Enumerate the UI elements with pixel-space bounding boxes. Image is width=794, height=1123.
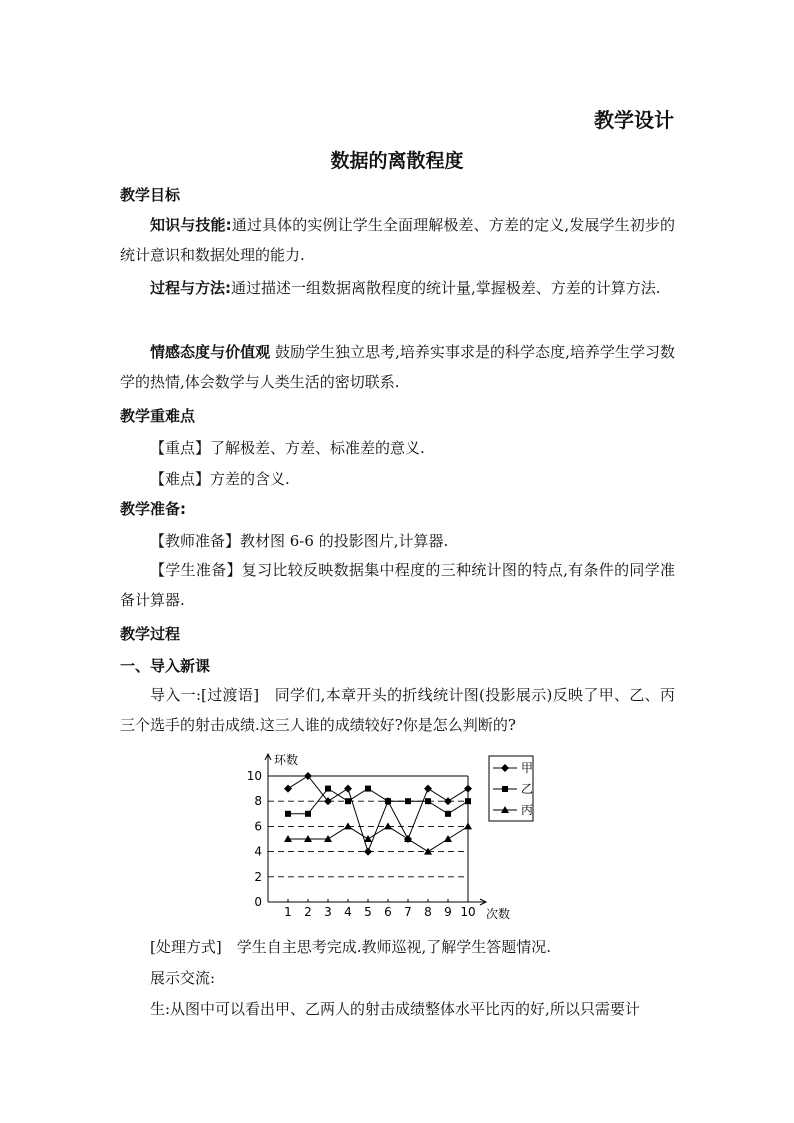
data-point xyxy=(405,798,411,804)
x-tick-label: 3 xyxy=(324,905,332,919)
goal-knowledge-text: 通过具体的实例让学生全面理解极差、方差的定义,发展学生初步的统计意识和数据处理的能力. xyxy=(120,216,675,264)
data-point xyxy=(424,848,432,855)
x-tick-label: 10 xyxy=(460,905,476,919)
legend-label: 甲 xyxy=(521,761,534,775)
goal-knowledge xyxy=(120,210,675,270)
data-point xyxy=(464,822,472,829)
student-prep: 【学生准备】复习比较反映数据集中程度的三种统计图的特点,有条件的同学准备计算器. xyxy=(120,561,675,609)
x-tick-label: 2 xyxy=(304,905,312,919)
y-axis-label: 环数 xyxy=(274,753,299,767)
doc-type-label: 教学设计 xyxy=(594,108,674,132)
y-tick-label: 6 xyxy=(254,819,262,834)
x-tick-label: 8 xyxy=(424,905,432,919)
handling-note: [处理方式] 学生自主思考完成.教师巡视,了解学生答题情况. xyxy=(150,938,552,956)
process-heading: 教学过程 xyxy=(120,625,181,643)
data-point xyxy=(424,785,432,793)
data-point xyxy=(364,835,372,842)
data-point xyxy=(344,785,352,793)
y-tick-label: 10 xyxy=(246,769,262,783)
y-tick-label: 0 xyxy=(254,895,262,909)
data-point xyxy=(385,798,391,804)
legend-marker xyxy=(502,786,508,792)
intro-paragraph: 导入一:[过渡语] 同学们,本章开头的折线统计图(投影展示)反映了甲、乙、丙三个选手的射击成绩.这三人谁的成绩较好?你是怎么判断的? xyxy=(120,686,675,734)
legend-label: 丙 xyxy=(521,803,534,817)
data-point xyxy=(284,785,292,793)
student-answer: 生:从图中可以看出甲、乙两人的射击成绩整体水平比丙的好,所以只需要计 xyxy=(150,1000,640,1018)
goal-emotion-text: 鼓励学生独立思考,培养实事求是的科学态度,培养学生学习数学的热情,体会数学与人类生活的密切联系. xyxy=(120,343,675,391)
goal-process-lead: 过程与方法: xyxy=(150,279,231,297)
series-line xyxy=(288,826,468,851)
data-point xyxy=(444,835,452,842)
data-point xyxy=(285,811,291,817)
data-point xyxy=(364,848,372,856)
page-title: 数据的离散程度 xyxy=(330,150,464,172)
data-point xyxy=(365,786,371,792)
x-tick-label: 9 xyxy=(444,905,452,919)
x-tick-label: 4 xyxy=(344,905,352,919)
x-tick-label: 6 xyxy=(384,905,392,919)
goals-heading: 教学目标 xyxy=(120,186,181,204)
goal-process xyxy=(120,273,675,303)
key-point: 【重点】了解极差、方差、标准差的意义. xyxy=(150,439,425,457)
y-tick-label: 2 xyxy=(254,869,262,884)
x-tick-label: 5 xyxy=(364,905,372,919)
data-point xyxy=(345,798,351,804)
section-heading: 一、导入新课 xyxy=(120,657,211,675)
keypoints-heading: 教学重难点 xyxy=(120,407,196,425)
data-point xyxy=(465,798,471,804)
data-point xyxy=(464,785,472,793)
goal-process-text: 通过描述一组数据离散程度的统计量,掌握极差、方差的计算方法. xyxy=(231,279,661,297)
data-point xyxy=(344,822,352,829)
x-tick-label: 1 xyxy=(284,905,292,919)
data-point xyxy=(325,786,331,792)
data-point xyxy=(384,822,392,829)
difficult-point: 【难点】方差的含义. xyxy=(150,470,290,488)
goal-emotion xyxy=(120,337,675,397)
data-point xyxy=(305,811,311,817)
goal-knowledge-lead: 知识与技能: xyxy=(150,216,232,234)
shooting-scores-chart xyxy=(225,746,535,928)
teacher-prep: 【教师准备】教材图 6-6 的投影图片,计算器. xyxy=(150,532,449,550)
y-tick-label: 8 xyxy=(254,794,262,809)
data-point xyxy=(445,811,451,817)
legend-marker xyxy=(501,764,509,772)
prep-heading: 教学准备: xyxy=(120,500,186,518)
legend-label: 乙 xyxy=(521,782,534,796)
x-tick-label: 7 xyxy=(404,905,412,919)
data-point xyxy=(444,797,452,805)
exchange-label: 展示交流: xyxy=(150,969,216,987)
x-axis-label: 次数 xyxy=(486,907,511,921)
data-point xyxy=(425,798,431,804)
series-line xyxy=(288,776,468,852)
y-tick-label: 4 xyxy=(254,844,262,859)
goal-emotion-lead: 情感态度与价值观 xyxy=(150,343,271,361)
